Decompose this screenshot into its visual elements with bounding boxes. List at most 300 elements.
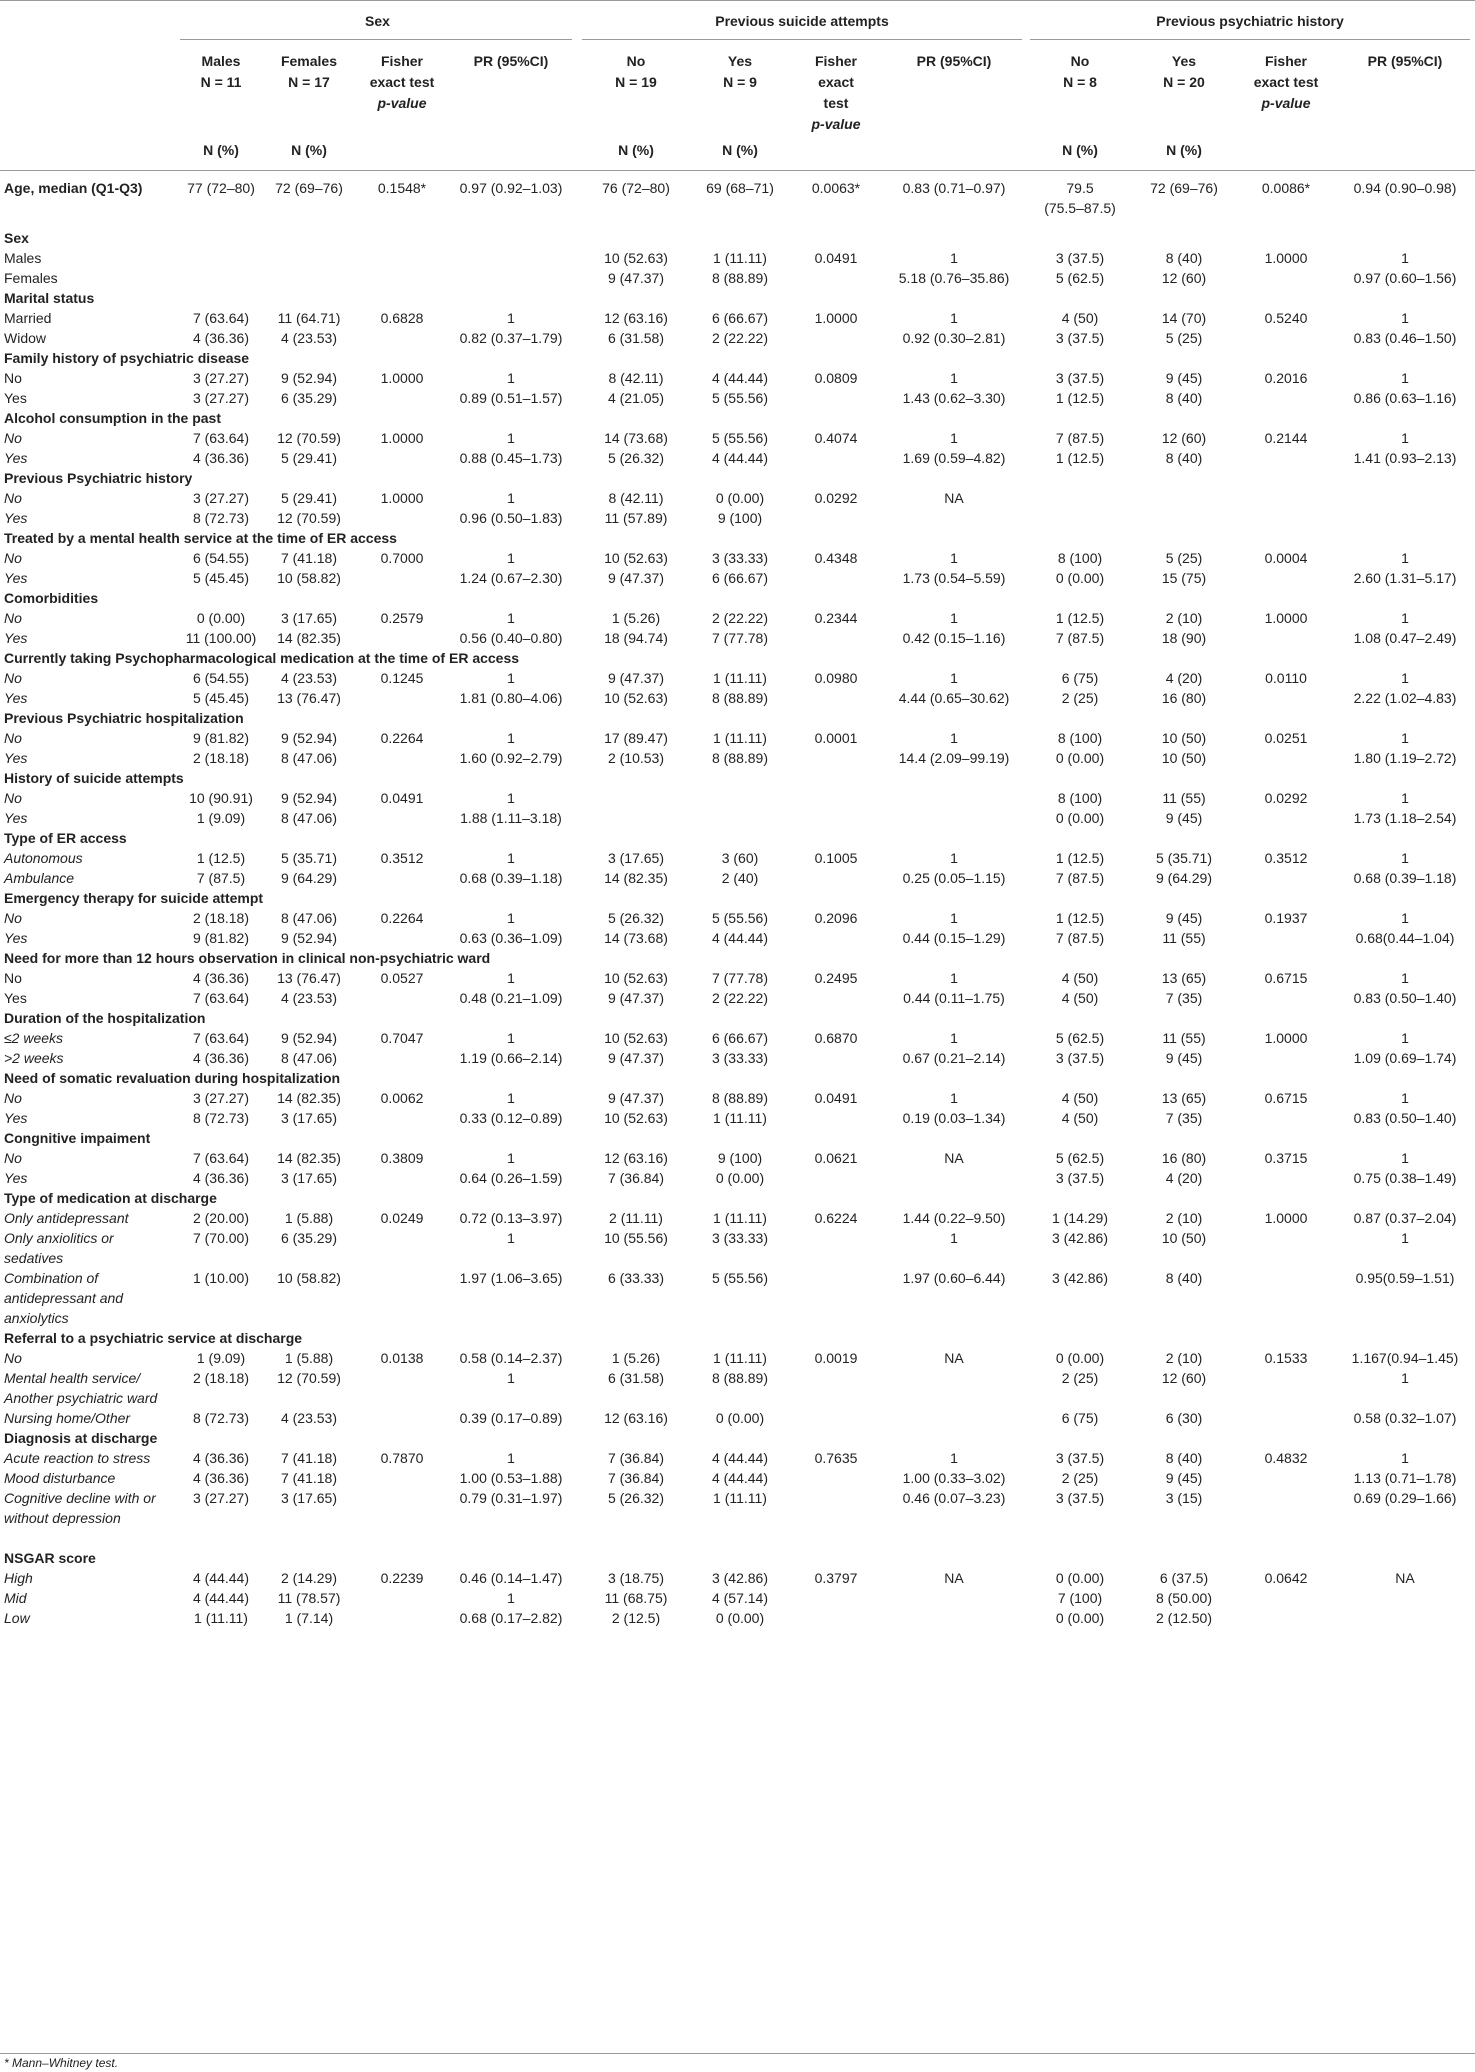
row-label: Yes bbox=[4, 990, 27, 1006]
cell-pph-no: 3 (42.86) bbox=[1051, 1230, 1109, 1246]
cell-psa-no: 6 (33.33) bbox=[607, 1270, 665, 1286]
row-label: No bbox=[4, 610, 22, 626]
table-row bbox=[0, 1088, 1475, 1108]
cell-females: 5 (35.71) bbox=[280, 850, 338, 866]
cell-pph-no: 5 (62.5) bbox=[1055, 270, 1105, 286]
subheader-line: Fisher bbox=[380, 53, 423, 69]
cell-psa-pr: 0.46 (0.07–3.23) bbox=[902, 1490, 1006, 1506]
row-label: Yes bbox=[4, 1110, 28, 1126]
cell-psa-yes: 1 (11.11) bbox=[713, 1490, 767, 1506]
cell-pph-pr: 1 bbox=[1401, 250, 1409, 266]
cell-pph-pr: 0.94 (0.90–0.98) bbox=[1353, 180, 1457, 196]
table-row bbox=[0, 428, 1475, 448]
cell-pph-yes: 11 (55) bbox=[1162, 1030, 1206, 1046]
cell-pph-pr: 0.83 (0.50–1.40) bbox=[1353, 990, 1457, 1006]
cell-males: 2 (18.18) bbox=[192, 1370, 250, 1386]
cell-females: 7 (41.18) bbox=[280, 550, 338, 566]
cell-pph-yes: 8 (40) bbox=[1165, 250, 1203, 266]
cell-psa-no: 17 (89.47) bbox=[604, 730, 668, 746]
cell-pph-yes: 12 (60) bbox=[1161, 270, 1207, 286]
cell-males: 1 (11.11) bbox=[194, 1610, 248, 1626]
cell-pph-no: 7 (87.5) bbox=[1055, 430, 1105, 446]
subheader-sex-pr bbox=[452, 51, 570, 72]
cell-sex-pr: 0.68 (0.39–1.18) bbox=[459, 870, 563, 886]
section-header-row bbox=[0, 888, 1475, 908]
cell-psa-no: 12 (63.16) bbox=[604, 1150, 668, 1166]
table-row bbox=[0, 788, 1475, 808]
cell-psa-pr: 1.69 (0.59–4.82) bbox=[902, 450, 1006, 466]
cell-pph-pr: 0.83 (0.50–1.40) bbox=[1353, 1110, 1457, 1126]
cell-females: 6 (35.29) bbox=[280, 1230, 338, 1246]
subheader-line: N = 20 bbox=[1163, 74, 1205, 90]
cell-pph-pr: 2.22 (1.02–4.83) bbox=[1353, 690, 1457, 706]
subheader-sex-fisher-p bbox=[356, 51, 448, 114]
cell-pph-yes: 9 (64.29) bbox=[1155, 870, 1213, 886]
cell-females: 7 (41.18) bbox=[280, 1450, 338, 1466]
cell-sex-pr: 1 bbox=[507, 1370, 515, 1386]
subheader-line: N = 11 bbox=[200, 74, 242, 90]
cell-psa-no: 2 (10.53) bbox=[607, 750, 665, 766]
row-label: Yes bbox=[4, 810, 28, 826]
row-label: Yes bbox=[4, 930, 28, 946]
cell-sex-pr: 0.58 (0.14–2.37) bbox=[459, 1350, 563, 1366]
cell-psa-yes: 4 (44.44) bbox=[711, 450, 769, 466]
subheader-line: exact bbox=[818, 74, 854, 90]
cell-pph-pr: 0.75 (0.38–1.49) bbox=[1353, 1170, 1457, 1186]
cell-psa-pr: NA bbox=[944, 1350, 964, 1366]
cell-pph-pr: 1.09 (0.69–1.74) bbox=[1353, 1050, 1457, 1066]
cell-psa-fisher-p: 0.0019 bbox=[814, 1350, 858, 1366]
cell-psa-fisher-p: 0.4074 bbox=[814, 430, 858, 446]
cell-pph-yes: 8 (40) bbox=[1165, 390, 1203, 406]
subheader-line: PR (95%CI) bbox=[916, 53, 992, 69]
row-label: Only anxiolitics or sedatives bbox=[4, 1230, 114, 1266]
cell-females: 1 (7.14) bbox=[284, 1610, 334, 1626]
cell-psa-pr: 1 bbox=[950, 550, 958, 566]
cell-pph-fisher-p: 0.2144 bbox=[1264, 430, 1308, 446]
section-header-row bbox=[0, 1328, 1475, 1348]
cell-pph-fisher-p: 0.0251 bbox=[1264, 730, 1308, 746]
section-label: Comorbidities bbox=[4, 590, 99, 606]
cell-psa-fisher-p: 0.0491 bbox=[814, 250, 858, 266]
cell-psa-no: 18 (94.74) bbox=[604, 630, 668, 646]
cell-psa-no: 14 (73.68) bbox=[604, 930, 668, 946]
cell-pph-pr: NA bbox=[1395, 1570, 1415, 1586]
cell-pph-pr: 1 bbox=[1401, 550, 1409, 566]
cell-sex-fisher-p: 1.0000 bbox=[380, 370, 424, 386]
cell-pph-fisher-p: 0.0110 bbox=[1265, 670, 1307, 686]
subheader-females bbox=[268, 51, 350, 93]
row-label: No bbox=[4, 970, 22, 986]
cell-pph-pr: 1.73 (1.18–2.54) bbox=[1353, 810, 1457, 826]
cell-psa-yes: 8 (88.89) bbox=[711, 1090, 769, 1106]
cell-psa-fisher-p: 0.4348 bbox=[814, 550, 858, 566]
cell-sex-fisher-p: 0.2239 bbox=[380, 1570, 424, 1586]
table-top-rule bbox=[0, 0, 1475, 1]
cell-pph-fisher-p: 0.3715 bbox=[1264, 1150, 1308, 1166]
cell-males: 11 (100.00) bbox=[185, 630, 257, 646]
cell-males: 3 (27.27) bbox=[192, 1490, 250, 1506]
cell-psa-no: 1 (5.26) bbox=[611, 610, 661, 626]
group-rule-suicide-attempts bbox=[582, 39, 1022, 40]
cell-pph-no: 1 (12.5) bbox=[1055, 450, 1105, 466]
cell-pph-yes: 5 (25) bbox=[1165, 550, 1203, 566]
cell-females: 7 (41.18) bbox=[280, 1470, 338, 1486]
cell-males: 4 (36.36) bbox=[192, 1450, 250, 1466]
cell-males: 7 (63.64) bbox=[192, 990, 250, 1006]
cell-pph-pr: 1 bbox=[1401, 310, 1409, 326]
cell-sex-pr: 0.33 (0.12–0.89) bbox=[459, 1110, 563, 1126]
cell-pph-pr: 0.97 (0.60–1.56) bbox=[1353, 270, 1457, 286]
row-label: No bbox=[4, 1090, 22, 1106]
cell-pph-yes: 7 (35) bbox=[1165, 1110, 1203, 1126]
row-label: No bbox=[4, 430, 22, 446]
cell-psa-yes: 7 (77.78) bbox=[711, 970, 769, 986]
subheader-line: Fisher bbox=[1264, 53, 1307, 69]
cell-females: 14 (82.35) bbox=[277, 630, 341, 646]
cell-psa-yes: 5 (55.56) bbox=[711, 390, 769, 406]
row-label: Yes bbox=[4, 1170, 28, 1186]
group-header-previous-psychiatric-history: Previous psychiatric history bbox=[1156, 13, 1344, 29]
cell-males: 4 (36.36) bbox=[192, 330, 250, 346]
cell-psa-yes: 4 (44.44) bbox=[711, 930, 769, 946]
cell-females: 14 (82.35) bbox=[277, 1090, 341, 1106]
cell-pph-no: 7 (87.5) bbox=[1055, 930, 1105, 946]
table-bottom-rule bbox=[0, 2053, 1475, 2054]
cell-pph-pr: 0.58 (0.32–1.07) bbox=[1353, 1410, 1457, 1426]
cell-sex-pr: 1.24 (0.67–2.30) bbox=[459, 570, 563, 586]
section-label: Sex bbox=[4, 230, 29, 246]
table-row bbox=[0, 1148, 1475, 1168]
cell-psa-no: 11 (68.75) bbox=[604, 1590, 668, 1606]
cell-pph-pr: 2.60 (1.31–5.17) bbox=[1353, 570, 1457, 586]
cell-pph-pr: 1 bbox=[1401, 790, 1409, 806]
cell-sex-fisher-p: 1.0000 bbox=[380, 430, 424, 446]
cell-pph-pr: 1 bbox=[1401, 370, 1409, 386]
cell-psa-pr: 5.18 (0.76–35.86) bbox=[898, 270, 1010, 286]
cell-psa-yes: 8 (88.89) bbox=[711, 690, 769, 706]
cell-sex-fisher-p: 0.3809 bbox=[380, 1150, 424, 1166]
row-label: No bbox=[4, 370, 22, 386]
cell-pph-no: 3 (37.5) bbox=[1055, 1450, 1105, 1466]
cell-pph-pr: 0.69 (0.29–1.66) bbox=[1353, 1490, 1457, 1506]
n-percent-pph-no: N (%) bbox=[1062, 142, 1098, 158]
table-row bbox=[0, 808, 1475, 828]
cell-pph-no: 5 (62.5) bbox=[1055, 1150, 1105, 1166]
cell-psa-pr: 1 bbox=[950, 730, 958, 746]
table-row bbox=[0, 1028, 1475, 1048]
cell-psa-yes: 4 (44.44) bbox=[711, 1470, 769, 1486]
cell-males: 7 (63.64) bbox=[192, 430, 250, 446]
cell-psa-yes: 3 (42.86) bbox=[711, 1570, 769, 1586]
cell-pph-no: 0 (0.00) bbox=[1055, 1350, 1105, 1366]
table-row bbox=[0, 1588, 1475, 1608]
cell-pph-pr: 1 bbox=[1401, 1370, 1409, 1386]
cell-pph-pr: 0.68(0.44–1.04) bbox=[1355, 930, 1455, 946]
cell-males: 2 (18.18) bbox=[192, 750, 250, 766]
cell-sex-pr: 0.89 (0.51–1.57) bbox=[459, 390, 563, 406]
cell-females: 9 (52.94) bbox=[280, 730, 338, 746]
cell-pph-pr: 1.167(0.94–1.45) bbox=[1351, 1350, 1459, 1366]
cell-pph-no: 1 (12.5) bbox=[1055, 610, 1105, 626]
cell-males: 5 (45.45) bbox=[192, 690, 250, 706]
cell-females: 9 (52.94) bbox=[280, 790, 338, 806]
cell-females: 8 (47.06) bbox=[280, 810, 338, 826]
cell-pph-no: 3 (37.5) bbox=[1055, 1490, 1105, 1506]
table-row bbox=[0, 988, 1475, 1008]
cell-pph-pr: 1.08 (0.47–2.49) bbox=[1353, 630, 1457, 646]
table-row bbox=[0, 688, 1475, 708]
cell-sex-pr: 1.00 (0.53–1.88) bbox=[459, 1470, 563, 1486]
cell-males: 3 (27.27) bbox=[192, 370, 250, 386]
cell-psa-yes: 8 (88.89) bbox=[711, 270, 769, 286]
cell-sex-pr: 1 bbox=[507, 1590, 515, 1606]
cell-sex-pr: 1 bbox=[507, 310, 515, 326]
cell-pph-yes: 13 (65) bbox=[1161, 970, 1207, 986]
cell-pph-yes: 72 (69–76) bbox=[1150, 180, 1218, 196]
cell-psa-yes: 4 (44.44) bbox=[711, 370, 769, 386]
section-header-row bbox=[0, 1068, 1475, 1088]
cell-females: 5 (29.41) bbox=[280, 450, 338, 466]
cell-males: 4 (44.44) bbox=[192, 1570, 250, 1586]
cell-males: 7 (87.5) bbox=[196, 870, 246, 886]
cell-pph-no: 8 (100) bbox=[1057, 790, 1103, 806]
cell-females: 8 (47.06) bbox=[280, 910, 338, 926]
subheader-line: test bbox=[823, 95, 849, 111]
cell-pph-yes: 10 (50) bbox=[1161, 730, 1207, 746]
cell-psa-yes: 5 (55.56) bbox=[711, 1270, 769, 1286]
cell-pph-yes: 2 (12.50) bbox=[1155, 1610, 1213, 1626]
table-row bbox=[0, 308, 1475, 328]
cell-pph-yes: 9 (45) bbox=[1165, 1050, 1203, 1066]
cell-sex-pr: 1 bbox=[507, 550, 515, 566]
cell-pph-pr: 1.41 (0.93–2.13) bbox=[1353, 450, 1457, 466]
cell-males: 9 (81.82) bbox=[192, 930, 250, 946]
cell-psa-no: 10 (52.63) bbox=[604, 970, 668, 986]
subheader-psa-fisher-p bbox=[790, 51, 882, 135]
n-percent-males: N (%) bbox=[203, 142, 239, 158]
cell-psa-no: 1 (5.26) bbox=[611, 1350, 661, 1366]
cell-psa-yes: 4 (44.44) bbox=[711, 1450, 769, 1466]
cell-pph-yes: 16 (80) bbox=[1161, 690, 1207, 706]
cell-sex-pr: 1 bbox=[507, 1450, 515, 1466]
cell-sex-pr: 1 bbox=[507, 610, 515, 626]
section-header-row bbox=[0, 528, 1475, 548]
cell-pph-no: 8 (100) bbox=[1057, 730, 1103, 746]
cell-females: 4 (23.53) bbox=[280, 670, 338, 686]
cell-males: 3 (27.27) bbox=[192, 390, 250, 406]
cell-psa-yes: 1 (11.11) bbox=[713, 250, 767, 266]
cell-pph-yes: 11 (55) bbox=[1162, 790, 1206, 806]
cell-pph-no: 79.5 (75.5–87.5) bbox=[1044, 180, 1116, 216]
cell-psa-yes: 3 (33.33) bbox=[711, 1230, 769, 1246]
cell-pph-no: 4 (50) bbox=[1061, 1090, 1099, 1106]
table-row bbox=[0, 848, 1475, 868]
cell-males: 2 (20.00) bbox=[192, 1210, 250, 1226]
cell-females: 8 (47.06) bbox=[280, 1050, 338, 1066]
cell-females: 10 (58.82) bbox=[277, 570, 341, 586]
cell-psa-pr: 1 bbox=[950, 970, 958, 986]
section-header-row bbox=[0, 1188, 1475, 1208]
cell-males: 4 (36.36) bbox=[192, 450, 250, 466]
cell-pph-fisher-p: 0.1533 bbox=[1264, 1350, 1308, 1366]
cell-sex-pr: 1.60 (0.92–2.79) bbox=[459, 750, 563, 766]
table-row bbox=[0, 268, 1475, 288]
cell-psa-yes: 7 (77.78) bbox=[711, 630, 769, 646]
cell-pph-pr: 1 bbox=[1401, 610, 1409, 626]
subheader-psa-pr bbox=[886, 51, 1022, 72]
cell-pph-yes: 15 (75) bbox=[1161, 570, 1207, 586]
section-label: Previous Psychiatric hospitalization bbox=[4, 710, 244, 726]
cell-sex-pr: 1.97 (1.06–3.65) bbox=[459, 1270, 563, 1286]
cell-psa-fisher-p: 0.7635 bbox=[814, 1450, 858, 1466]
row-label: Mood disturbance bbox=[4, 1470, 116, 1486]
cell-sex-pr: 1.19 (0.66–2.14) bbox=[459, 1050, 563, 1066]
cell-sex-fisher-p: 0.6828 bbox=[380, 310, 424, 326]
group-header-previous-suicide-attempts: Previous suicide attempts bbox=[715, 13, 889, 29]
row-label: No bbox=[4, 670, 22, 686]
cell-pph-no: 2 (25) bbox=[1061, 1370, 1099, 1386]
table-row bbox=[0, 368, 1475, 388]
row-label: No bbox=[4, 910, 22, 926]
cell-females: 9 (52.94) bbox=[280, 370, 338, 386]
cell-sex-pr: 1 bbox=[507, 670, 515, 686]
cell-psa-no: 2 (12.5) bbox=[611, 1610, 661, 1626]
cell-pph-fisher-p: 0.3512 bbox=[1264, 850, 1308, 866]
table-row bbox=[0, 568, 1475, 588]
cell-pph-pr: 1 bbox=[1401, 1230, 1409, 1246]
cell-males: 8 (72.73) bbox=[192, 1410, 250, 1426]
section-label: Type of medication at discharge bbox=[4, 1190, 217, 1206]
cell-sex-pr: 0.64 (0.26–1.59) bbox=[459, 1170, 563, 1186]
row-label: Acute reaction to stress bbox=[4, 1450, 151, 1466]
section-header-row bbox=[0, 468, 1475, 488]
row-label: Yes bbox=[4, 510, 28, 526]
section-label: Currently taking Psychopharmacological medication at the time of ER access bbox=[4, 650, 520, 666]
table-row bbox=[0, 488, 1475, 508]
cell-psa-fisher-p: 0.2495 bbox=[814, 970, 858, 986]
cell-psa-pr: 1.44 (0.22–9.50) bbox=[902, 1210, 1006, 1226]
table-row bbox=[0, 968, 1475, 988]
cell-pph-yes: 18 (90) bbox=[1161, 630, 1207, 646]
cell-pph-no: 2 (25) bbox=[1061, 690, 1099, 706]
n-percent-psa-yes: N (%) bbox=[722, 142, 758, 158]
subheader-psa-yes bbox=[694, 51, 786, 93]
cell-psa-pr: 1 bbox=[950, 250, 958, 266]
cell-pph-yes: 10 (50) bbox=[1161, 750, 1207, 766]
cell-females: 9 (52.94) bbox=[280, 930, 338, 946]
cell-sex-pr: 1.88 (1.11–3.18) bbox=[460, 810, 562, 826]
cell-psa-no: 9 (47.37) bbox=[607, 570, 665, 586]
cell-females: 9 (64.29) bbox=[280, 870, 338, 886]
row-label: Yes bbox=[4, 690, 28, 706]
cell-psa-pr: 1 bbox=[950, 430, 958, 446]
cell-sex-fisher-p: 0.0249 bbox=[380, 1210, 424, 1226]
cell-pph-fisher-p: 0.1937 bbox=[1264, 910, 1308, 926]
cell-psa-pr: 1 bbox=[950, 1030, 958, 1046]
cell-females: 12 (70.59) bbox=[277, 510, 341, 526]
cell-psa-pr: 1 bbox=[950, 1450, 958, 1466]
row-label: ≤2 weeks bbox=[4, 1030, 64, 1046]
cell-pph-pr: 1 bbox=[1401, 1150, 1409, 1166]
cell-psa-no: 10 (52.63) bbox=[604, 1030, 668, 1046]
cell-females: 3 (17.65) bbox=[280, 1490, 338, 1506]
cell-females: 5 (29.41) bbox=[280, 490, 338, 506]
row-label: Ambulance bbox=[4, 870, 75, 886]
cell-psa-fisher-p: 0.0980 bbox=[814, 670, 858, 686]
table-row bbox=[0, 1408, 1475, 1428]
cell-males: 4 (36.36) bbox=[192, 1050, 250, 1066]
n-percent-psa-no: N (%) bbox=[618, 142, 654, 158]
table-row bbox=[0, 1348, 1475, 1368]
cell-sex-pr: 1 bbox=[507, 790, 515, 806]
cell-pph-no: 1 (12.5) bbox=[1055, 910, 1105, 926]
cell-males: 9 (81.82) bbox=[192, 730, 250, 746]
row-label: Low bbox=[4, 1610, 30, 1626]
cell-pph-fisher-p: 1.0000 bbox=[1264, 610, 1308, 626]
table-row bbox=[0, 248, 1475, 268]
cell-psa-yes: 9 (100) bbox=[717, 1150, 763, 1166]
cell-psa-pr: 1 bbox=[950, 1230, 958, 1246]
subheader-line: exact test bbox=[1253, 74, 1319, 90]
subheader-line: p-value bbox=[377, 95, 427, 111]
cell-females: 14 (82.35) bbox=[277, 1150, 341, 1166]
table-row bbox=[0, 1368, 1475, 1408]
row-label: Autonomous bbox=[4, 850, 83, 866]
row-label: Yes bbox=[4, 450, 28, 466]
subheader-pph-no bbox=[1030, 51, 1130, 93]
cell-psa-pr: 1.43 (0.62–3.30) bbox=[902, 390, 1006, 406]
cell-psa-fisher-p: 0.0292 bbox=[814, 490, 858, 506]
cell-sex-pr: 0.82 (0.37–1.79) bbox=[459, 330, 563, 346]
cell-psa-pr: 14.4 (2.09–99.19) bbox=[898, 750, 1010, 766]
table-row bbox=[0, 1488, 1475, 1548]
cell-sex-fisher-p: 0.1548* bbox=[377, 180, 427, 196]
subheader-line: Females bbox=[280, 53, 338, 69]
cell-psa-pr: 0.44 (0.11–1.75) bbox=[903, 990, 1005, 1006]
cell-sex-fisher-p: 0.3512 bbox=[380, 850, 424, 866]
cell-psa-pr: 1.00 (0.33–3.02) bbox=[902, 1470, 1006, 1486]
cell-males: 0 (0.00) bbox=[196, 610, 246, 626]
cell-psa-yes: 3 (33.33) bbox=[711, 550, 769, 566]
row-label: No bbox=[4, 1150, 22, 1166]
cell-psa-pr: 0.42 (0.15–1.16) bbox=[902, 630, 1006, 646]
cell-psa-yes: 2 (22.22) bbox=[711, 990, 769, 1006]
cell-pph-no: 3 (37.5) bbox=[1055, 250, 1105, 266]
cell-males: 7 (63.64) bbox=[192, 1150, 250, 1166]
cell-pph-fisher-p: 0.0292 bbox=[1264, 790, 1308, 806]
row-label: Mental health service/ Another psychiatric ward bbox=[4, 1370, 158, 1406]
cell-psa-no: 9 (47.37) bbox=[607, 1090, 665, 1106]
cell-psa-fisher-p: 0.0621 bbox=[814, 1150, 858, 1166]
cell-sex-pr: 1.81 (0.80–4.06) bbox=[459, 690, 563, 706]
cell-pph-no: 4 (50) bbox=[1061, 1110, 1099, 1126]
cell-pph-fisher-p: 0.0642 bbox=[1264, 1570, 1308, 1586]
cell-pph-yes: 12 (60) bbox=[1161, 430, 1207, 446]
cell-psa-no: 9 (47.37) bbox=[607, 1050, 665, 1066]
cell-psa-no: 9 (47.37) bbox=[607, 270, 665, 286]
row-label: Males bbox=[4, 250, 42, 266]
subheader-line: No bbox=[626, 53, 646, 69]
cell-females: 11 (64.71) bbox=[277, 310, 341, 326]
table-row bbox=[0, 1048, 1475, 1068]
cell-sex-fisher-p: 0.0527 bbox=[380, 970, 424, 986]
cell-pph-fisher-p: 0.6715 bbox=[1264, 1090, 1308, 1106]
section-label: Marital status bbox=[4, 290, 95, 306]
row-label: Nursing home/Other bbox=[4, 1410, 131, 1426]
table-row bbox=[0, 1228, 1475, 1268]
cell-psa-yes: 6 (66.67) bbox=[711, 1030, 769, 1046]
